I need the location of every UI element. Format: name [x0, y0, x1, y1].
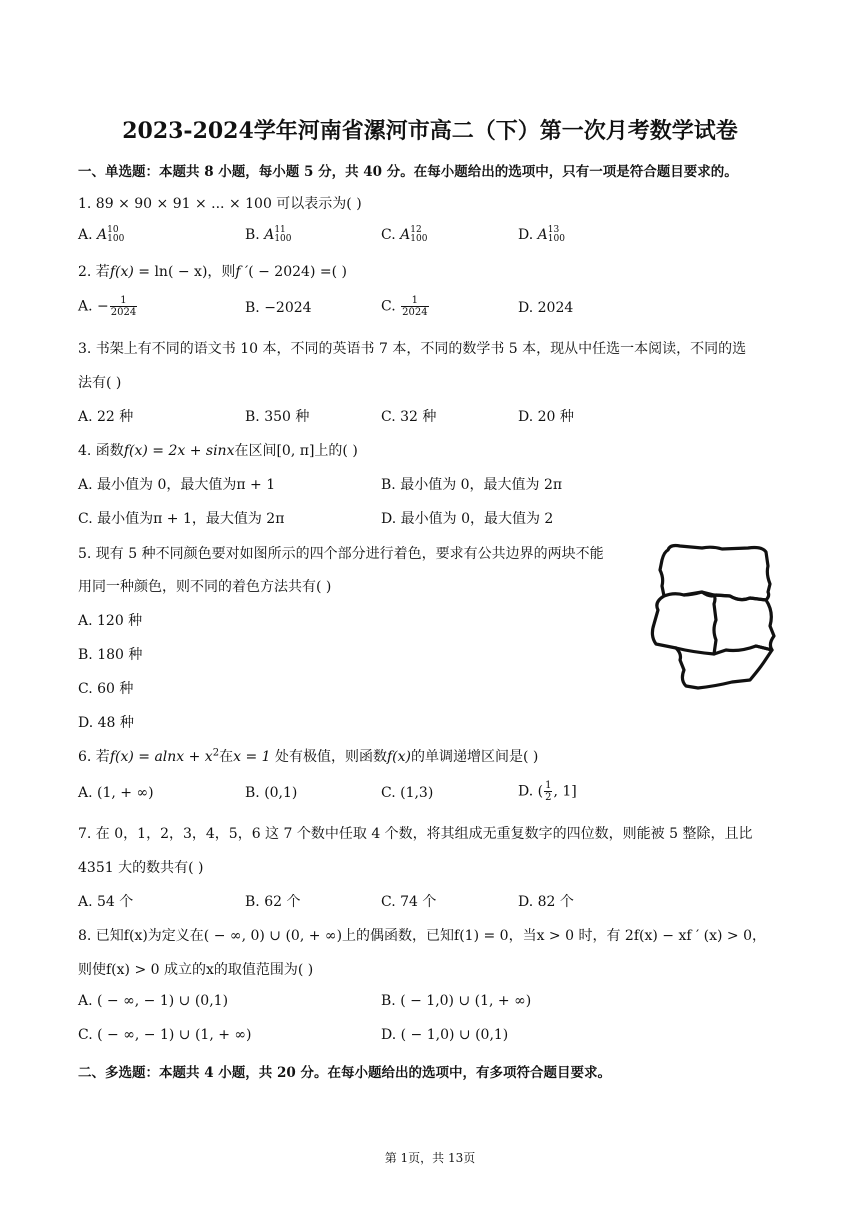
question-8-option-a: A. ( − ∞, − 1) ∪ (0,1): [78, 993, 229, 1009]
question-4-option-d: D. 最小值为 0，最大值为 2: [381, 511, 554, 527]
section-multi-choice-header: 二、多选题：本题共 4 小题，共 20 分。在每小题给出的选项中，有多项符合题目要求。: [78, 1065, 611, 1081]
question-8-stem-line2: 则使f(x) > 0 成立的x的取值范围为( ): [78, 962, 314, 978]
region-left: [652, 592, 716, 654]
question-4-option-c: C. 最小值为π + 1，最大值为 2π: [78, 511, 285, 527]
question-5-stem-line1: 5. 现有 5 种不同颜色要对如图所示的四个部分进行着色，要求有公共边界的两块不能: [78, 546, 604, 562]
question-3-stem-line2: 法有( ): [78, 375, 122, 391]
question-6-option-d: D. ( $\frac{1}{2}$ , 1]: [518, 780, 577, 803]
question-5-option-b: B. 180 种: [78, 647, 143, 663]
question-1-stem: 1. 89 × 90 × 91 × ... × 100 可以表示为( ): [78, 196, 362, 212]
question-4-option-a: A. 最小值为 0，最大值为π + 1: [78, 477, 276, 493]
question-2-option-d: D. 2024: [518, 300, 574, 316]
section-single-choice-header: 一、单选题：本题共 8 小题，每小题 5 分，共 40 分。在每小题给出的选项中，只有一项是符合题目要求的。: [78, 164, 738, 180]
question-5-stem-line2: 用同一种颜色，则不同的着色方法共有( ): [78, 579, 332, 595]
region-right: [714, 595, 774, 654]
page-footer: 第 1页，共 13页: [384, 1151, 476, 1165]
question-7-option-d: D. 82 个: [518, 894, 574, 910]
question-1-option-b: B. A 11 100: [245, 225, 292, 244]
question-6-option-b: B. (0,1): [245, 785, 298, 801]
question-1-option-c: C. A 12 100: [381, 225, 428, 244]
question-8-option-d: D. ( − 1,0) ∪ (0,1): [381, 1027, 509, 1043]
question-1-option-a: A. A 10 100: [78, 225, 125, 244]
question-6-option-c: C. (1,3): [381, 785, 434, 801]
question-3-option-b: B. 350 种: [245, 409, 310, 425]
question-8-option-c: C. ( − ∞, − 1) ∪ (1, + ∞): [78, 1027, 252, 1043]
question-7-option-c: C. 74 个: [381, 894, 437, 910]
question-5-option-c: C. 60 种: [78, 681, 134, 697]
question-4-option-b: B. 最小值为 0，最大值为 2π: [381, 477, 563, 493]
question-2-stem: 2. 若f(x) = ln( − x)，则f ′( − 2024) =( ): [78, 264, 347, 280]
question-1-option-d: D. A 13 100: [518, 225, 565, 244]
question-7-stem-line2: 4351 大的数共有( ): [78, 860, 204, 876]
exam-title: 2023-2024学年河南省漯河市高二（下）第一次月考数学试卷: [122, 118, 738, 144]
question-5-option-d: D. 48 种: [78, 715, 134, 731]
question-2-option-a: A. − $\frac{1}{2024}$: [78, 295, 137, 318]
question-2-option-c: C. $\frac{1}{2024}$: [381, 295, 428, 318]
question-3-option-c: C. 32 种: [381, 409, 437, 425]
question-2-option-b: B. −2024: [245, 300, 312, 316]
question-5-option-a: A. 120 种: [78, 613, 143, 629]
question-7-stem-line1: 7. 在 0，1，2，3，4，5，6 这 7 个数中任取 4 个数，将其组成无重复数字的四位数，则能被 5 整除，且比: [78, 826, 753, 842]
question-3-stem-line1: 3. 书架上有不同的语文书 10 本，不同的英语书 7 本，不同的数学书 5 本，现从中任选一本阅读，不同的选: [78, 341, 747, 357]
question-8-option-b: B. ( − 1,0) ∪ (1, + ∞): [381, 993, 532, 1009]
region-top: [660, 546, 770, 601]
question-7-option-b: B. 62 个: [245, 894, 301, 910]
question-7-option-a: A. 54 个: [78, 894, 134, 910]
question-6-option-a: A. (1, + ∞): [78, 785, 154, 801]
question-8-stem-line1: 8. 已知f(x)为定义在( − ∞, 0) ∪ (0, + ∞)上的偶函数，已知f(1) = 0，当x > 0 时，有 2f(x) − xf ′ (x) > 0，: [78, 928, 766, 944]
four-region-map-figure: [640, 540, 780, 700]
question-6-stem: 6. 若$f(x) = alnx + x^2$在x = 1 处有极值，则函数f(x)的单调递增区间是( ): [78, 747, 539, 765]
question-3-option-a: A. 22 种: [78, 409, 134, 425]
question-3-option-d: D. 20 种: [518, 409, 574, 425]
question-4-stem: 4. 函数f(x) = 2x + sinx在区间[0, π]上的( ): [78, 443, 358, 459]
